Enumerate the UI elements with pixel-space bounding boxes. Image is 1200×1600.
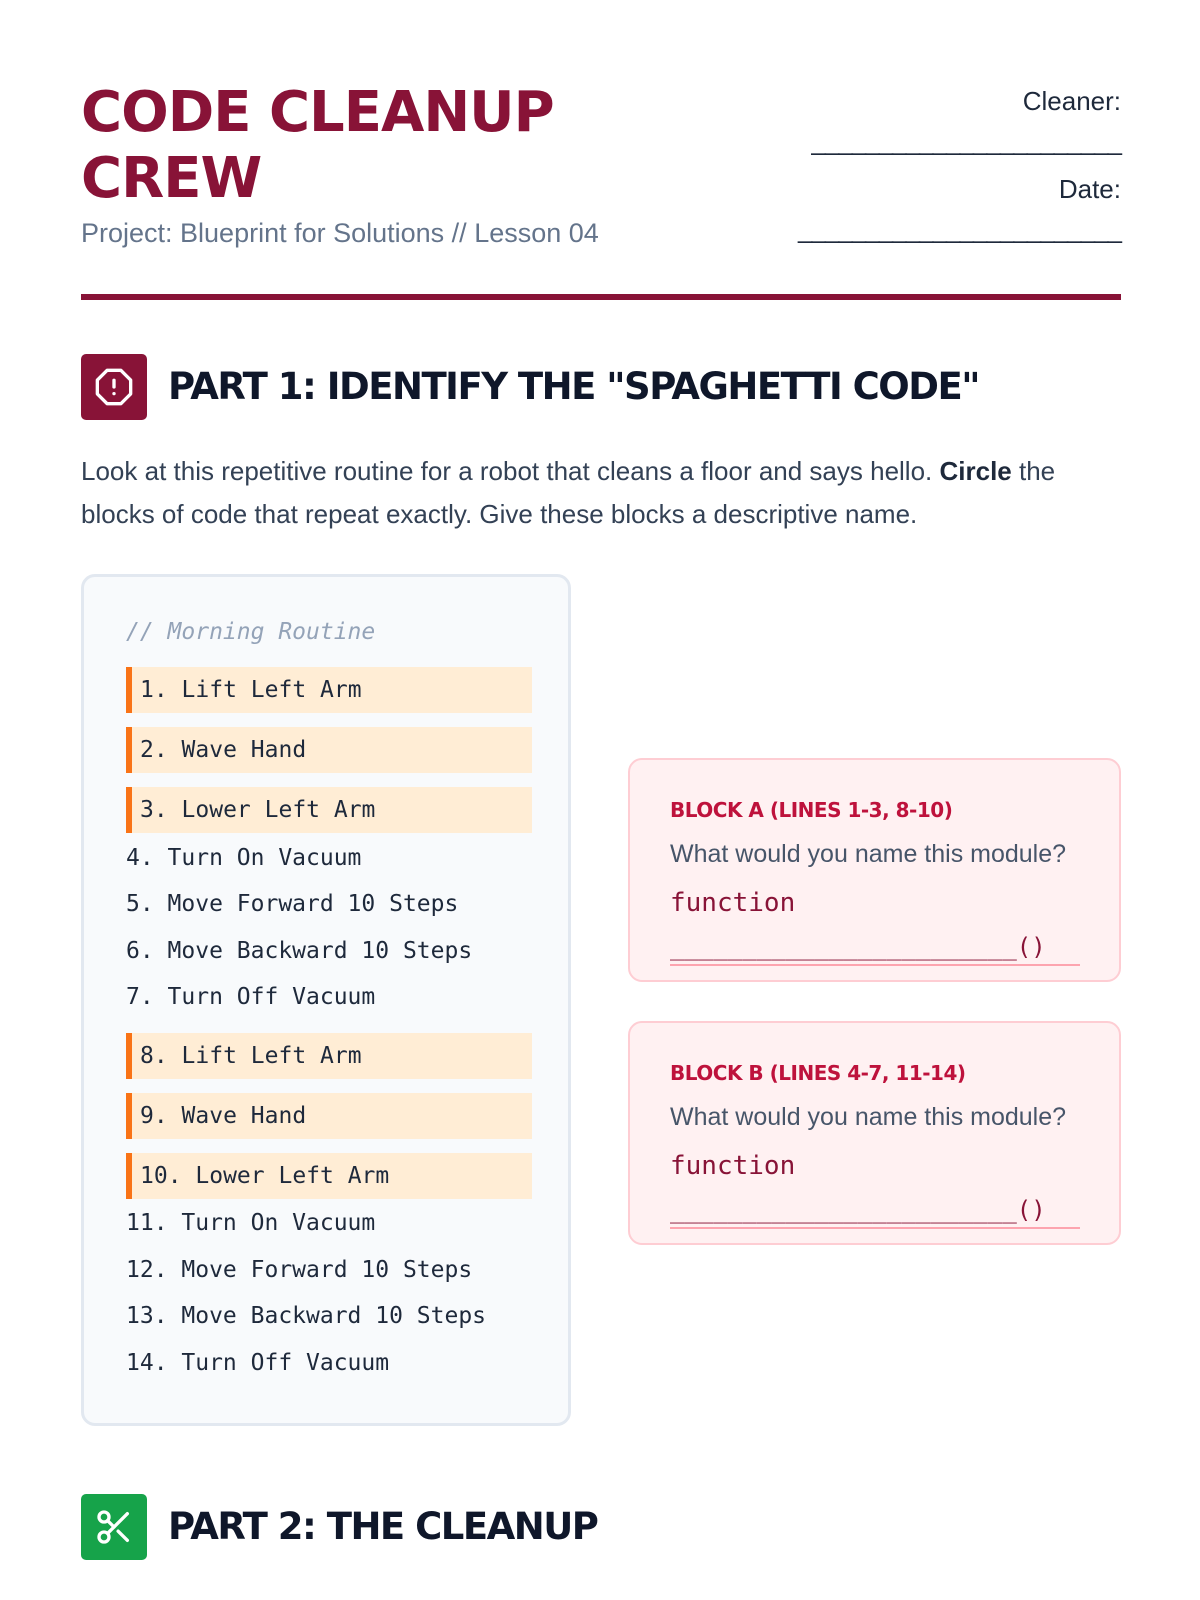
code-line: 4. Turn On Vacuum — [126, 845, 362, 871]
block-b-label: BLOCK B (LINES 4-7, 11-14) — [670, 1061, 966, 1085]
part1-instructions — [81, 450, 1121, 536]
code-line: 10. Lower Left Arm — [126, 1153, 532, 1199]
code-line: 14. Turn Off Vacuum — [126, 1350, 390, 1376]
code-line: 8. Lift Left Arm — [126, 1033, 532, 1079]
code-line: 5. Move Forward 10 Steps — [126, 891, 459, 917]
intro-text-2: the blocks of code that repeat exactly. Give these blocks a descriptive name. — [81, 456, 1056, 529]
block-a-label: BLOCK A (LINES 1-3, 8-10) — [670, 798, 953, 822]
page-subtitle: Project: Blueprint for Solutions // Lesson 04 — [81, 218, 599, 248]
code-panel — [81, 574, 571, 1426]
block-b-question: What would you name this module? — [670, 1103, 1067, 1131]
intro-text-1: Look at this repetitive routine for a robot that cleans a floor and says hello. — [81, 456, 940, 486]
block-a-answer-field[interactable]: ________________________() — [670, 930, 1080, 966]
cleaner-field[interactable]: _______________________ — [811, 126, 1121, 156]
code-line: 1. Lift Left Arm — [126, 667, 532, 713]
code-line: 9. Wave Hand — [126, 1093, 532, 1139]
header — [81, 80, 1121, 300]
code-comment: // Morning Routine — [126, 619, 376, 645]
block-a-keyword: function — [670, 888, 796, 918]
code-line: 2. Wave Hand — [126, 727, 532, 773]
scissors-icon — [81, 1494, 147, 1560]
header-divider — [81, 294, 1121, 300]
student-info — [781, 86, 1121, 262]
block-b-keyword: function — [670, 1151, 796, 1181]
code-line: 12. Move Forward 10 Steps — [126, 1257, 473, 1283]
date-field[interactable]: ________________________ — [797, 214, 1121, 244]
intro-bold: Circle — [939, 456, 1012, 486]
page-title: CODE CLEANUP CREW — [81, 80, 554, 211]
cleaner-label: Cleaner: — [1022, 86, 1121, 116]
part1-heading — [81, 354, 1121, 422]
code-line: 6. Move Backward 10 Steps — [126, 938, 473, 964]
alert-octagon-icon — [81, 354, 147, 420]
part1-title: PART 1: IDENTIFY THE "SPAGHETTI CODE" — [168, 365, 980, 408]
block-a-card — [628, 758, 1121, 982]
part2-heading — [81, 1494, 1121, 1562]
worksheet-page — [81, 0, 1121, 1600]
code-line: 7. Turn Off Vacuum — [126, 984, 376, 1010]
block-b-answer-field[interactable]: ________________________() — [670, 1193, 1080, 1229]
block-b-card — [628, 1021, 1121, 1245]
code-line: 3. Lower Left Arm — [126, 787, 532, 833]
code-line: 11. Turn On Vacuum — [126, 1210, 376, 1236]
block-a-question: What would you name this module? — [670, 840, 1067, 868]
code-line: 13. Move Backward 10 Steps — [126, 1303, 487, 1329]
part2-title: PART 2: THE CLEANUP — [168, 1505, 598, 1548]
date-label: Date: — [1058, 174, 1121, 204]
